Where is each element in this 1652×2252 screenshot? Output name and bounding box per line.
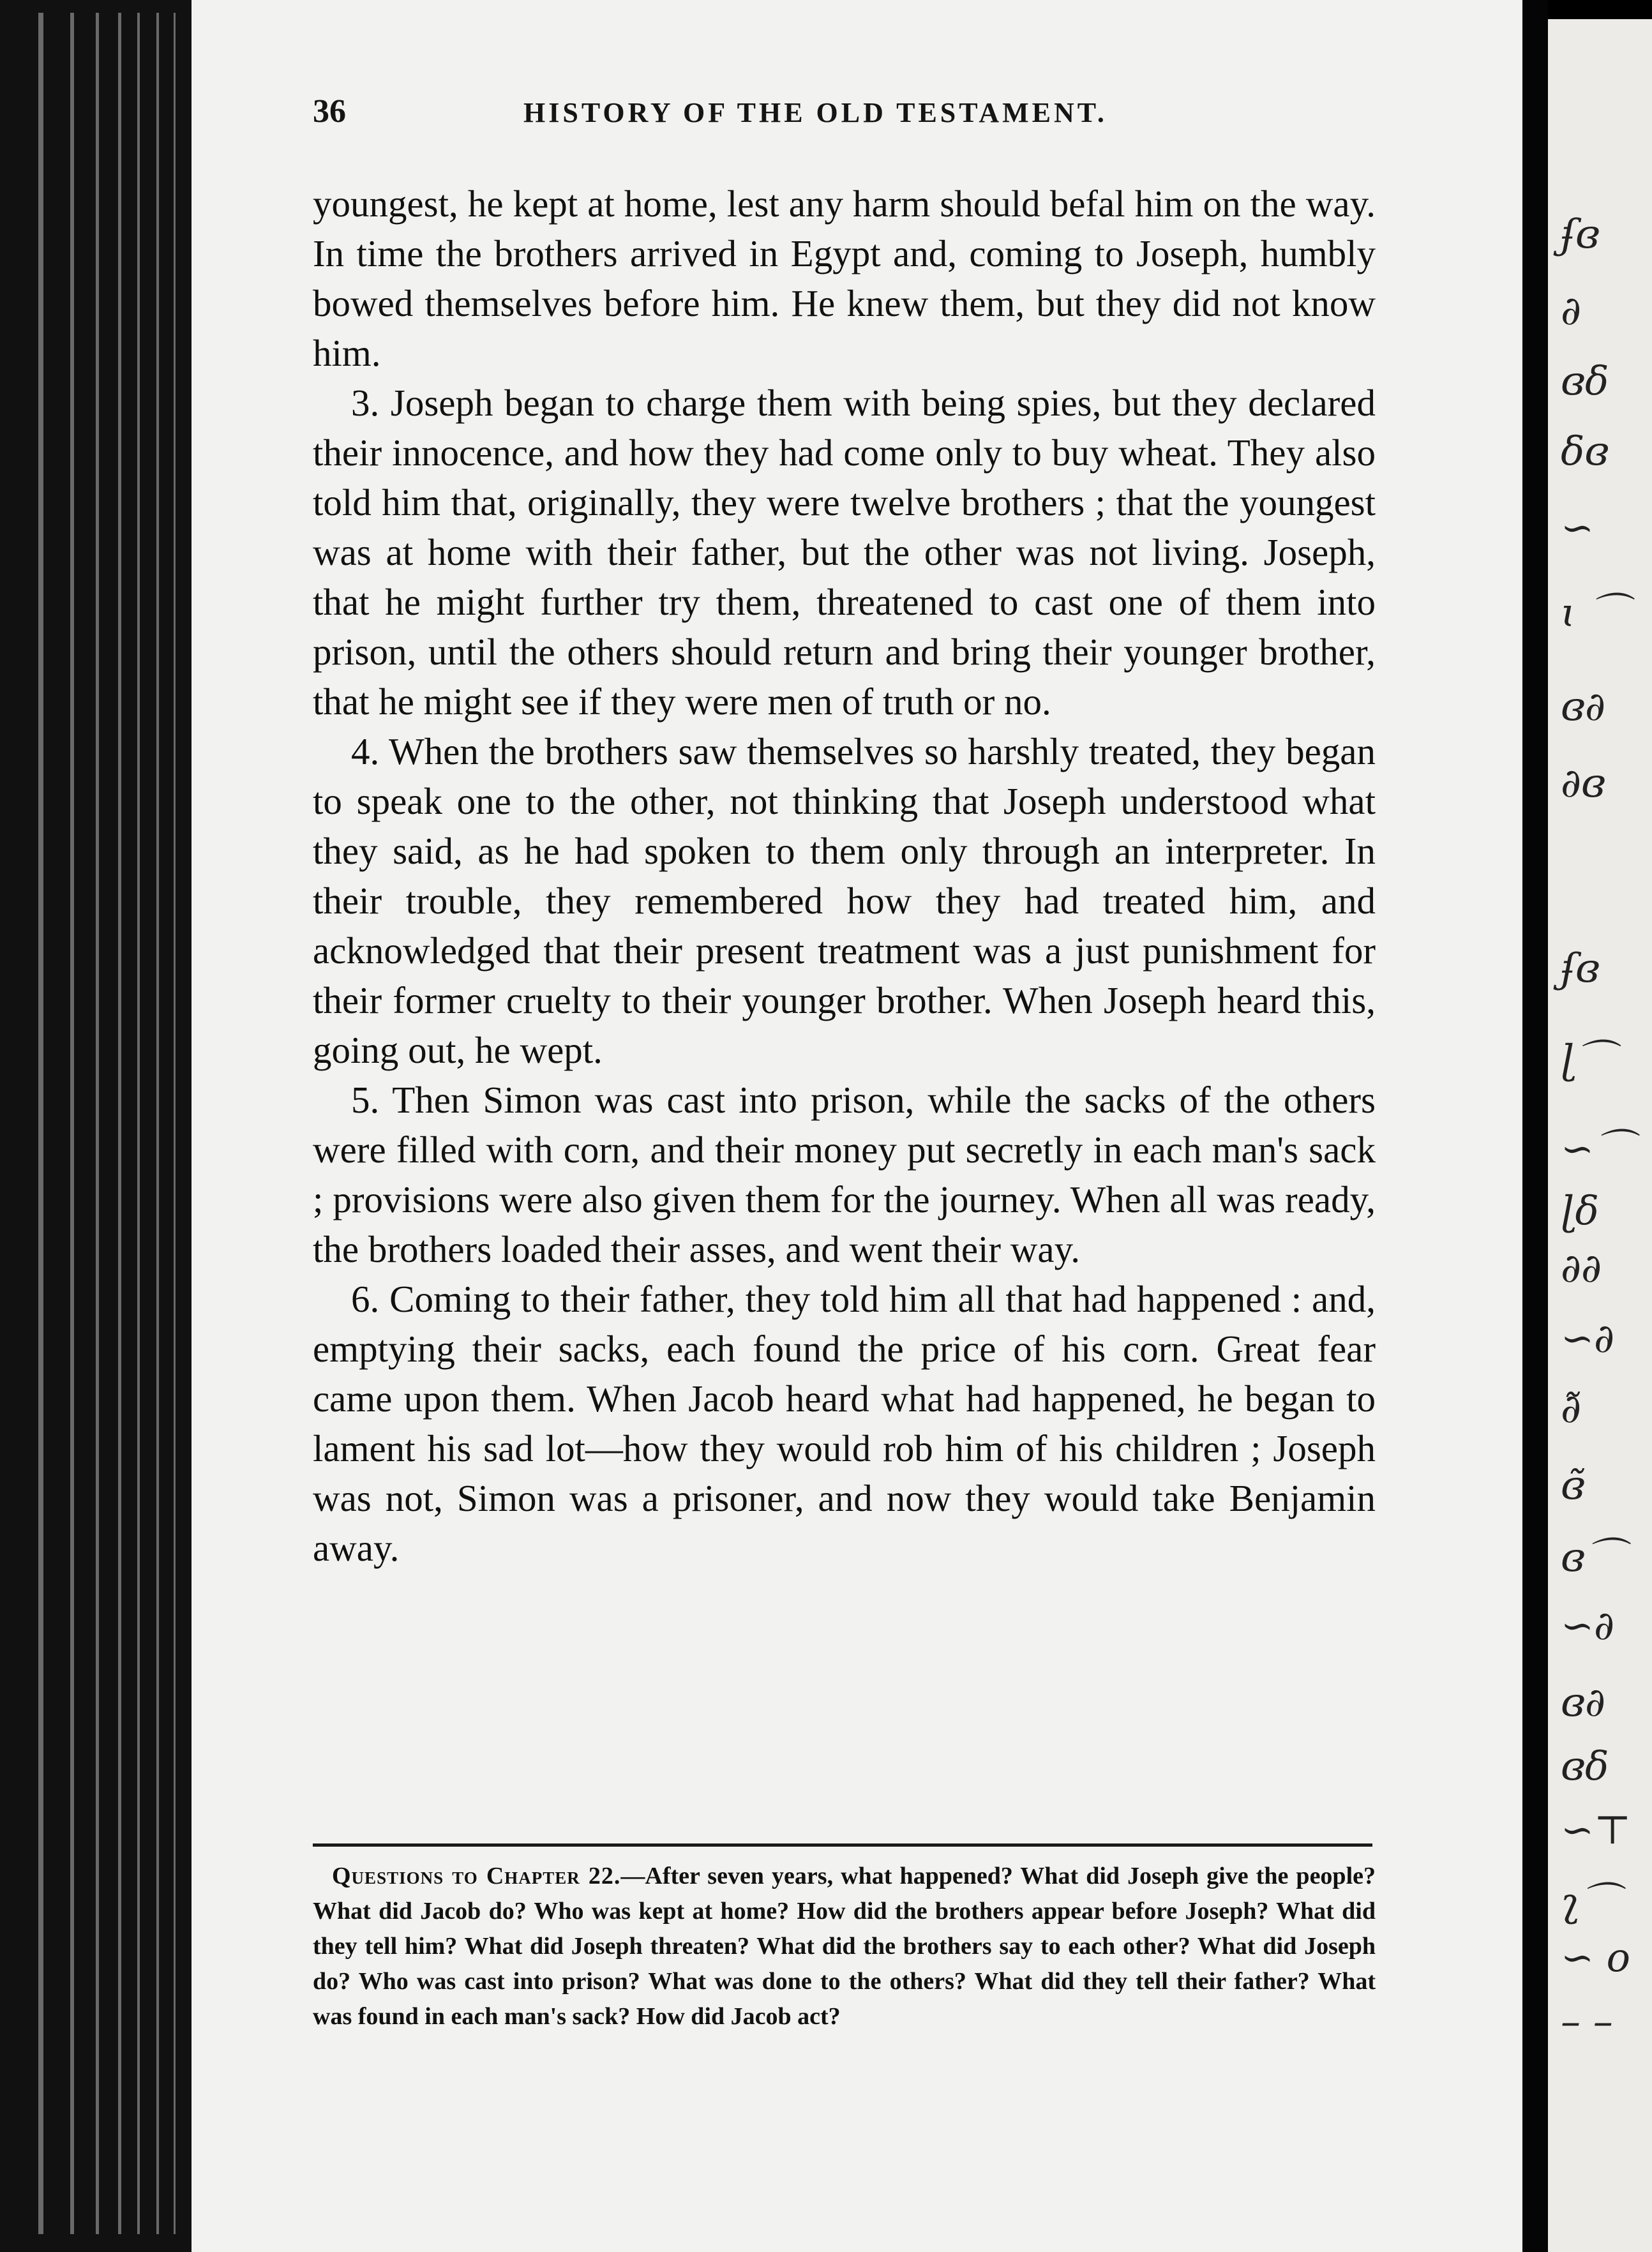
handwriting-mark: ʄɞ bbox=[1561, 211, 1600, 257]
handwriting-mark: ∽ ο bbox=[1561, 1934, 1630, 1981]
page-edge-line bbox=[174, 13, 176, 2234]
paragraph: 5. Then Simon was cast into prison, while the sacks of the others were filled with corn, and their money put secretly in each man's sack ; provisions were also given them for the journey. When all was ready, the brothers loaded their asses, and went their way. bbox=[313, 1079, 1376, 1270]
questions-text: —After seven years, what happened? What did Joseph give the people? What did Jacob do? Who was kept at home? How did the brothers appear before Joseph? What did they tell him? What did Joseph threaten? What did the brothers say to each other? What did Joseph do? Who was cast into prison? What was done to the others? What did they tell their father? What was found in each man's sack? How did Jacob act? bbox=[313, 1863, 1376, 2030]
handwriting-mark: ɞ⌒ bbox=[1561, 1534, 1625, 1580]
handwriting-mark: ∽⌒ bbox=[1561, 1125, 1633, 1172]
page-edge-line bbox=[137, 13, 140, 2234]
handwriting-mark: δɞ bbox=[1561, 428, 1609, 474]
body-text bbox=[313, 179, 1376, 1573]
handwriting-mark: ɞδ bbox=[1561, 1743, 1609, 1789]
handwriting-mark: ʄɞ bbox=[1561, 945, 1600, 991]
paragraph: youngest, he kept at home, lest any harm should befal him on the way. In time the brothers arrived in Egypt and, coming to Joseph, humbly bowed themselves before him. He knew them, but they did not know him. bbox=[313, 183, 1376, 374]
handwriting-mark: – – bbox=[1561, 1998, 1613, 2045]
handwriting-mark: ∽ bbox=[1561, 504, 1594, 551]
page-gutter bbox=[1522, 0, 1548, 2252]
handwriting-mark: ɩ ⌒ bbox=[1561, 589, 1629, 636]
handwriting-mark: ɭ⌒ bbox=[1561, 1036, 1615, 1083]
handwriting-mark: ɞ∂ bbox=[1561, 1679, 1606, 1725]
handwriting-mark: ∽∂ bbox=[1561, 1315, 1615, 1362]
questions-heading: Questions to Chapter 22. bbox=[332, 1863, 621, 1889]
page-edge-line bbox=[118, 13, 121, 2234]
page-edge-line bbox=[156, 13, 159, 2234]
handwriting-mark: ∂ɞ bbox=[1561, 760, 1606, 806]
handwriting-mark: ɞδ bbox=[1561, 357, 1609, 404]
handwriting-mark: ɭδ bbox=[1561, 1187, 1599, 1234]
handwriting-mark: ∂∂ bbox=[1561, 1245, 1602, 1291]
handwriting-mark: ɞ̃ bbox=[1561, 1462, 1586, 1508]
paragraph: 4. When the brothers saw themselves so harshly treated, they began to speak one to the other, not thinking that Joseph understood what they said, as he had spoken to them only through an interpreter. In their trouble, they remembered how they had treated him, and acknowledged that their present treatment was a just punishment for their former cruelty to their younger brother. When Joseph heard this, going out, he wept. bbox=[313, 730, 1376, 1071]
handwriting-mark: ∽⊤ bbox=[1561, 1806, 1632, 1853]
handwriting-mark: ∂̃ bbox=[1561, 1385, 1582, 1432]
handwriting-mark: ʅ⌒ bbox=[1561, 1879, 1620, 1925]
footnote-rule bbox=[313, 1843, 1372, 1847]
page-edge-line bbox=[70, 13, 74, 2234]
running-head bbox=[313, 93, 1379, 144]
page-edge-line bbox=[38, 13, 43, 2234]
page-edge-line bbox=[96, 13, 99, 2234]
paragraph: 3. Joseph began to charge them with being spies, but they declared their innocence, and how they had come only to buy wheat. They also told him that, originally, they were twelve brothers ; that the youngest was at home with their father, but the other was not living. Joseph, that he might further try them, threatened to cast one of them into prison, until the others should return and bring their younger brother, that he might see if they were men of truth or no. bbox=[313, 382, 1376, 723]
chapter-questions bbox=[313, 1859, 1376, 2034]
running-head-title: HISTORY OF THE OLD TESTAMENT. bbox=[523, 97, 1108, 128]
adjacent-page-strip bbox=[1548, 19, 1652, 2252]
paragraph: 6. Coming to their father, they told him all that had happened : and, emptying their sacks, each found the price of his corn. Great fear came upon them. When Jacob heard what had happened, he began to lament his sad lot—how they would rob him of his children ; Joseph was not, Simon was a prisoner, and now they would take Benjamin away. bbox=[313, 1278, 1376, 1569]
handwriting-mark: ∽∂ bbox=[1561, 1602, 1615, 1649]
page-number: 36 bbox=[313, 93, 346, 130]
book-page bbox=[191, 0, 1522, 2252]
handwriting-mark: ɞ∂ bbox=[1561, 683, 1606, 730]
handwriting-mark: ∂ bbox=[1561, 287, 1582, 334]
